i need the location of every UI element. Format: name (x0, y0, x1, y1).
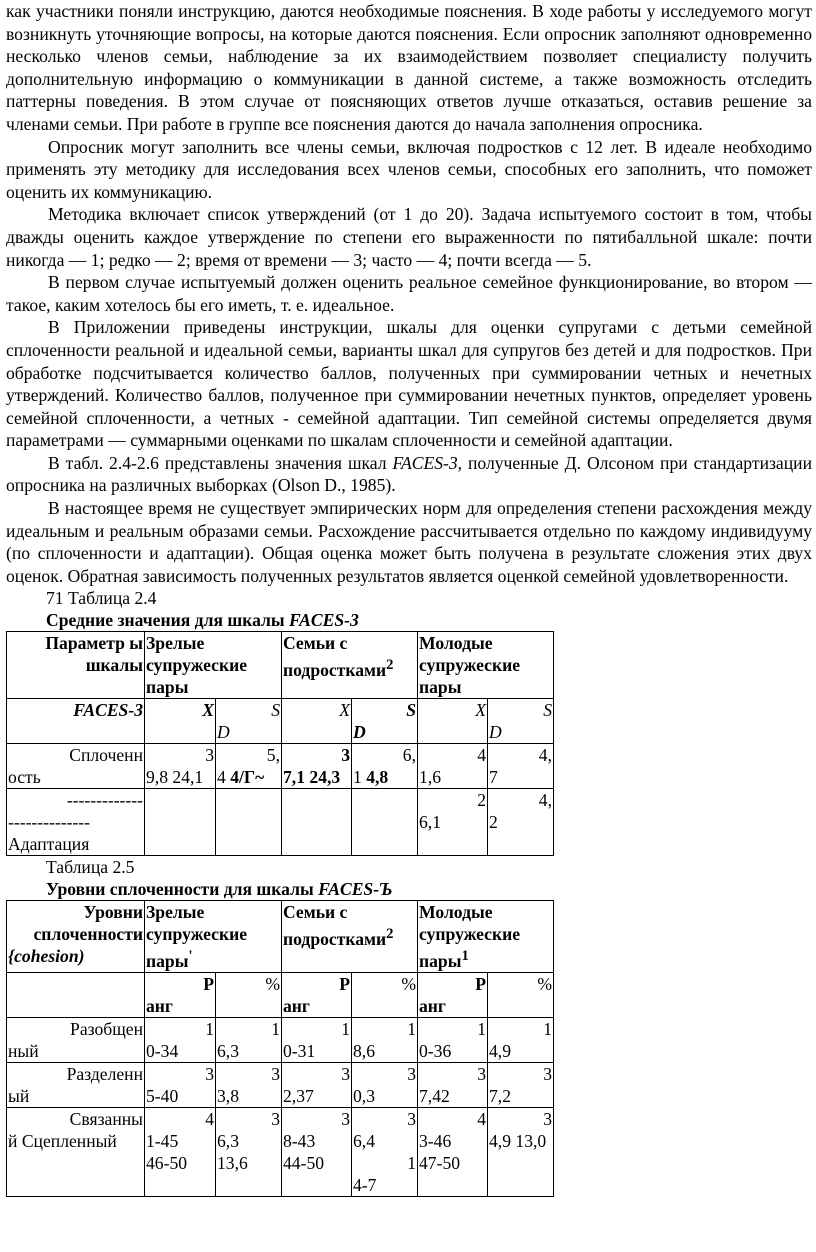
cell-text: 3 (205, 745, 214, 766)
table-1-title-italic: FACES-3 (289, 610, 359, 631)
table-1-label: 71 Таблица 2.4 (46, 588, 157, 609)
table-cell (216, 744, 282, 789)
table-header-cell: Параметр ы шкалы (7, 632, 145, 699)
cell-text: D (217, 722, 230, 743)
cell-text: 4 (217, 767, 226, 788)
table-cell (352, 699, 418, 744)
table-cell (418, 973, 488, 1018)
table-row (7, 744, 554, 789)
cell-text: й Сцепленный (8, 1131, 117, 1152)
cell-text: 3 (341, 1064, 350, 1085)
table-cell (418, 1018, 488, 1063)
cell-text: 4/Г~ (230, 767, 265, 788)
table-cell (418, 1108, 488, 1197)
cell-text: Уровни сплоченности (33, 902, 143, 945)
table-header-cell (418, 901, 554, 973)
table-header-cell (7, 901, 145, 973)
footnote-mark: 2 (386, 657, 394, 674)
table-cell (488, 744, 554, 789)
cell-text: Адаптация (8, 834, 90, 855)
table-cell (282, 744, 352, 789)
table-row (7, 632, 554, 699)
cell-text: 3 (341, 745, 350, 766)
table-cell (145, 744, 216, 789)
table-cell (282, 1108, 352, 1197)
document-page (6, 0, 812, 1197)
table-header-text: Семьи с подростками (283, 902, 387, 950)
cell-text: S (271, 700, 280, 721)
cell-text: 3 (477, 1064, 486, 1085)
paragraph-7: В настоящее время не существует эмпирических норм для определения степени расхождения между идеальным и реальным образами семьи. Расхождение рассчитывается отдельно по каждому индивидууму (по сплоченности и адаптации). Общая оценка может быть получена в результате сложения этих двух оценок. Обратная зависимость полученных результатов является оценкой семейной удовлетворенности. (6, 498, 812, 586)
cell-text: 4, (538, 745, 552, 766)
cell-text: 2 (477, 790, 486, 811)
cell-text: D (353, 722, 366, 743)
cell-text: 6, (402, 745, 416, 766)
cell-text: 0,3 (353, 1086, 375, 1107)
paragraph-6-text-b: полученные Д. Олсоном при стандартизации опросника на различных выборках (Olson D., 1985). (6, 452, 812, 496)
table-cell (7, 1018, 145, 1063)
cell-text: 2 (489, 812, 498, 833)
table-cell (488, 1108, 554, 1197)
table-cell (352, 1018, 418, 1063)
table-cell (7, 789, 145, 856)
table-header-cell (282, 901, 418, 973)
table-row (7, 973, 554, 1018)
cell-text: 3-46 (419, 1131, 452, 1152)
table-cell (7, 1108, 145, 1197)
cell-text: 1 (407, 1153, 416, 1174)
cell-text: 3 (543, 1064, 552, 1085)
table-means (6, 631, 554, 856)
cell-text: 4,9 13,0 (489, 1131, 547, 1152)
cell-text: 6,1 (419, 812, 441, 833)
table-cell (7, 1063, 145, 1108)
cell-text: 3 (205, 1064, 214, 1085)
paragraph-4: В первом случае испытуемый должен оценить реальное семейное функционирование, во втором — такое, каким хотелось бы его иметь, т. е. идеальное. (6, 272, 812, 315)
cell-text: 7 (489, 767, 498, 788)
table-2-title-text: Уровни сплоченности для шкалы (46, 879, 319, 900)
cell-text: 1-45 (146, 1131, 179, 1152)
table-1-title (6, 609, 812, 631)
cell-text: 3 (271, 1109, 280, 1130)
cell-text: 4 (205, 1109, 214, 1130)
table-cell (216, 789, 282, 856)
cell-text: 4,9 (489, 1041, 511, 1062)
cell-text: 47-50 (419, 1153, 461, 1174)
paragraph-6-italic: FACES-3, (392, 452, 463, 473)
cell-text: 4 (477, 1109, 486, 1130)
cell-text: 1 (407, 1019, 416, 1040)
cell-text: ость (8, 767, 41, 788)
table-2-title-italic: FACES-Ъ (318, 879, 393, 900)
table-2-label: Таблица 2.5 (46, 857, 135, 878)
cell-text: S (406, 700, 416, 721)
cell-text: Р (339, 974, 350, 995)
table-cell: FACES-3 (7, 699, 145, 744)
cell-text: 3 (543, 1109, 552, 1130)
table-cell: % (488, 973, 554, 1018)
table-row (7, 1063, 554, 1108)
cell-text: 7,1 24,3 (283, 767, 341, 788)
cell-text: 4 (477, 745, 486, 766)
table-cell (352, 744, 418, 789)
table-header-cell: Молодые супружеские пары (418, 632, 554, 699)
table-cell (488, 1018, 554, 1063)
table-2-title (6, 878, 812, 900)
cell-text: 4-7 (353, 1175, 377, 1196)
cell-text: 0-34 (146, 1041, 179, 1062)
cell-text: 7,2 (489, 1086, 511, 1107)
cell-text: Р (475, 974, 486, 995)
table-cell (418, 1063, 488, 1108)
cell-text: -------------- (8, 812, 91, 833)
cell-text: Сплоченн (69, 745, 143, 766)
table-cell (7, 744, 145, 789)
footnote-mark: 1 (461, 948, 469, 965)
table-row (7, 699, 554, 744)
footnote-mark: ' (188, 948, 193, 965)
cell-text: 1 (341, 1019, 350, 1040)
table-cell (216, 1108, 282, 1197)
paragraph-1: как участники поняли инструкцию, даются необходимые пояснения. В ходе работы у исследуемого могут возникнуть уточняющие вопросы, на которые даются пояснения. Если опросник заполняют одновременно несколько членов семьи, наблюдение за их взаимодействием позволяет специалисту получить дополнительную информацию о коммуникации в данной системе, а также возможность отследить паттерны поведения. В этом случае от поясняющих ответов лучше отказаться, оставив решение за членами семьи. При работе в группе все пояснения даются до начала заполнения опросника. (6, 1, 812, 134)
table-header-text: Семьи с подростками (283, 633, 387, 681)
cell-text: Р (203, 974, 214, 995)
table-cell (282, 973, 352, 1018)
table-cell (282, 1063, 352, 1108)
cell-text: анг (419, 996, 446, 1017)
cell-text: 4, (538, 790, 552, 811)
paragraph-2: Опросник могут заполнить все члены семьи, включая подростков с 12 лет. В идеале необходимо применять эту методику для исследования всех членов семьи, способных его заполнить, что поможет оценить их коммуникацию. (6, 136, 812, 202)
cell-text: 3 (407, 1109, 416, 1130)
table-cell (216, 1063, 282, 1108)
table-cell (216, 699, 282, 744)
cell-text: 3 (341, 1109, 350, 1130)
table-cell: % (216, 973, 282, 1018)
table-cell (488, 699, 554, 744)
table-header-cell: Зрелые супружеские пары (145, 632, 282, 699)
cell-text: 6,3 (217, 1131, 239, 1152)
cell-text: 4,8 (366, 767, 389, 788)
cell-text: 9,8 24,1 (146, 767, 204, 788)
table-cell (352, 1063, 418, 1108)
table-cell: X (418, 699, 488, 744)
table-row (7, 1108, 554, 1197)
table-cell (145, 1108, 216, 1197)
table-cell (488, 789, 554, 856)
table-cell (282, 1018, 352, 1063)
table-1-title-text: Средние значения для шкалы (46, 610, 290, 631)
cell-text: 5-40 (146, 1086, 179, 1107)
cell-text: 1,6 (419, 767, 441, 788)
cell-text: Связанны (69, 1109, 143, 1130)
table-header-cell (282, 632, 418, 699)
cell-text: 1 (353, 767, 362, 788)
table-cell (145, 973, 216, 1018)
table-cell (418, 789, 488, 856)
cell-text: 1 (271, 1019, 280, 1040)
cell-text: 1 (205, 1019, 214, 1040)
cell-text: 3,8 (217, 1086, 239, 1107)
cell-text: 8,6 (353, 1041, 375, 1062)
cell-text: ый (8, 1086, 30, 1107)
cell-text: 7,42 (419, 1086, 450, 1107)
table-row (7, 901, 554, 973)
cell-text: 5, (266, 745, 280, 766)
cell-text: 3 (407, 1064, 416, 1085)
paragraph-5: В Приложении приведены инструкции, шкалы для оценки супругами с детьми семейной сплоченности реальной и идеальной семьи, варианты шкал для супругов без детей и для подростков. При обработке подсчитывается количество баллов, полученных при суммировании четных и нечетных утверждений. Количество баллов, полученное при суммировании нечетных пунктов, определяет уровень семейной сплоченности, а четных - семейной адаптации. Тип семейной системы определяется двумя параметрами — суммарными оценками по шкалам сплоченности и семейной адаптации. (6, 317, 812, 451)
cell-text: 6,4 (353, 1131, 375, 1152)
cell-text: ------------- (66, 790, 143, 811)
cell-text: S (543, 700, 552, 721)
table-cell (488, 1063, 554, 1108)
cell-text: анг (283, 996, 310, 1017)
table-cell: X (282, 699, 352, 744)
paragraph-6 (6, 452, 812, 497)
table-header-cell (145, 901, 282, 973)
cell-text: 3 (271, 1064, 280, 1085)
table-header-text: Зрелые супружеские пары (146, 902, 248, 972)
table-cell (282, 789, 352, 856)
cell-text: {cohesion) (8, 946, 85, 967)
table-cell (145, 1018, 216, 1063)
table-header-text: Молодые супружеские пары (419, 902, 521, 972)
cell-text: 8-43 (283, 1131, 316, 1152)
table-cell (352, 1108, 418, 1197)
table-cohesion-levels (6, 900, 554, 1197)
table-cell (216, 1018, 282, 1063)
table-cell: X (145, 699, 216, 744)
table-row (7, 1018, 554, 1063)
cell-text: Разобщен (70, 1019, 143, 1040)
cell-text: 13,6 (217, 1153, 248, 1174)
cell-text: 6,3 (217, 1041, 239, 1062)
table-cell (7, 973, 145, 1018)
cell-text: Разделенн (66, 1064, 143, 1085)
paragraph-3: Методика включает список утверждений (от 1 до 20). Задача испытуемого состоит в том, чтобы дважды оценить каждое утверждение по степени его выраженности по пятибалльной шкале: почти никогда — 1; редко — 2; время от времени — 3; часто — 4; почти всегда — 5. (6, 204, 812, 270)
cell-text: 1 (477, 1019, 486, 1040)
table-row (7, 789, 554, 856)
table-cell: % (352, 973, 418, 1018)
table-cell (352, 789, 418, 856)
cell-text: ный (8, 1041, 39, 1062)
cell-text: анг (146, 996, 173, 1017)
cell-text: 0-31 (283, 1041, 316, 1062)
cell-text: 0-36 (419, 1041, 452, 1062)
table-cell (145, 1063, 216, 1108)
table-cell (145, 789, 216, 856)
paragraph-6-text-a: В табл. 2.4-2.6 представлены значения шкал (48, 452, 393, 473)
cell-text: D (489, 722, 502, 743)
cell-text: 2,37 (283, 1086, 314, 1107)
cell-text: 44-50 (283, 1153, 325, 1174)
table-cell (418, 744, 488, 789)
footnote-mark: 2 (386, 926, 394, 943)
cell-text: 1 (543, 1019, 552, 1040)
cell-text: 46-50 (146, 1153, 188, 1174)
